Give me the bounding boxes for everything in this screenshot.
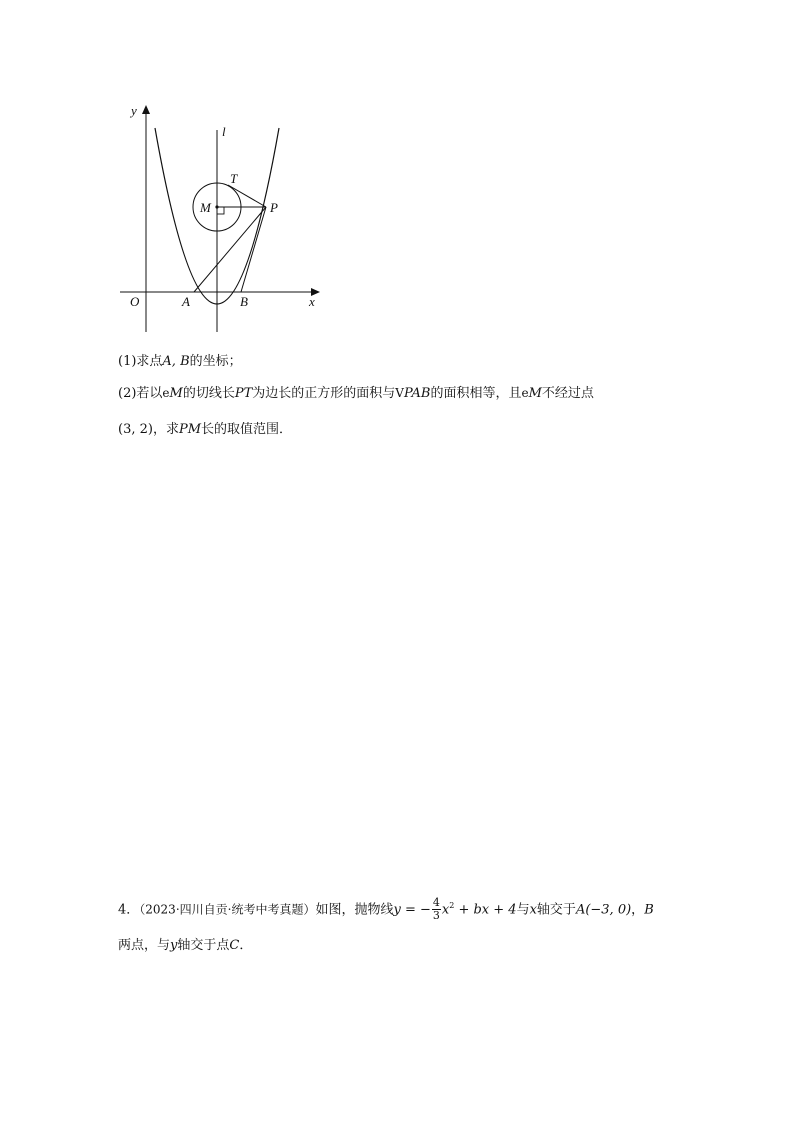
q4-comma: ， bbox=[631, 902, 645, 918]
q2-m: M bbox=[169, 386, 183, 401]
q2-text-e: 不经过点 bbox=[541, 386, 594, 401]
q1-points: A, B bbox=[162, 354, 190, 369]
q2-pm: PM bbox=[178, 422, 202, 437]
question-4-line-1 bbox=[118, 896, 654, 922]
q2-text-b: 的切线长 bbox=[182, 386, 235, 401]
q1-prefix: (1)求点 bbox=[118, 354, 163, 369]
segment-pa bbox=[194, 207, 266, 292]
q4-point-a: A(−3, 0) bbox=[575, 902, 632, 918]
segment-pb bbox=[241, 207, 266, 292]
fraction-denominator: 3 bbox=[432, 909, 440, 923]
label-l: l bbox=[222, 124, 226, 139]
label-a: A bbox=[182, 294, 190, 309]
question-2-line-2 bbox=[118, 420, 292, 440]
label-p: P bbox=[270, 200, 278, 215]
q2-text-g: 长的取值范围． bbox=[201, 422, 293, 437]
q4-mid-2: 轴交于 bbox=[536, 902, 576, 918]
label-m: M bbox=[200, 200, 211, 215]
y-axis-arrow bbox=[142, 105, 150, 114]
label-x: x bbox=[309, 294, 315, 309]
question-4-line-2 bbox=[118, 936, 252, 956]
q2-text-c: 为边长的正方形的面积与 bbox=[252, 386, 396, 401]
triangle-symbol: V bbox=[395, 386, 404, 400]
question-2-line-1 bbox=[118, 383, 594, 404]
q1-suffix: 的坐标； bbox=[189, 354, 242, 369]
q2-m-2: M bbox=[528, 386, 542, 401]
q4-line2-a: 两点，与 bbox=[118, 938, 171, 953]
label-b: B bbox=[240, 294, 248, 309]
q2-point-coord: (3, 2) bbox=[118, 422, 153, 437]
tangent-pt bbox=[228, 185, 266, 207]
q4-x-axis-label: x bbox=[529, 902, 537, 918]
q2-text-a: (2)若以 bbox=[118, 386, 163, 401]
geometry-diagram bbox=[110, 100, 330, 340]
circle-symbol-2: e bbox=[521, 386, 529, 400]
q4-lead: 如图，抛物线 bbox=[315, 902, 394, 918]
q4-number: 4． bbox=[118, 902, 140, 918]
q4-point-b: B bbox=[644, 902, 654, 918]
q4-eq-exponent: 2 bbox=[449, 901, 455, 910]
q4-eq-x: x bbox=[441, 902, 450, 918]
q4-mid: 与 bbox=[516, 902, 530, 918]
q4-end: ． bbox=[239, 938, 253, 953]
q4-source: （2023·四川自贡·统考中考真题） bbox=[139, 902, 316, 917]
q2-pt: PT bbox=[234, 386, 253, 401]
question-1 bbox=[118, 352, 242, 372]
q2-text-d: 的面积相等，且 bbox=[430, 386, 522, 401]
fraction-numerator: 4 bbox=[432, 896, 440, 910]
q4-eq-right: + bx + 4 bbox=[454, 902, 517, 918]
q4-y-axis-label: y bbox=[170, 938, 178, 953]
q2-text-f: ，求 bbox=[152, 422, 179, 437]
circle-symbol: e bbox=[162, 386, 170, 400]
q4-line2-b: 轴交于点 bbox=[177, 938, 230, 953]
label-t: T bbox=[230, 171, 238, 186]
q4-point-c: C bbox=[229, 938, 240, 953]
label-o: O bbox=[130, 294, 140, 309]
q4-fraction bbox=[432, 897, 441, 922]
label-y: y bbox=[131, 103, 137, 118]
q4-eq-left: y = − bbox=[393, 902, 431, 918]
parabola-circle-figure bbox=[110, 100, 330, 340]
q2-pab: PAB bbox=[403, 386, 431, 401]
